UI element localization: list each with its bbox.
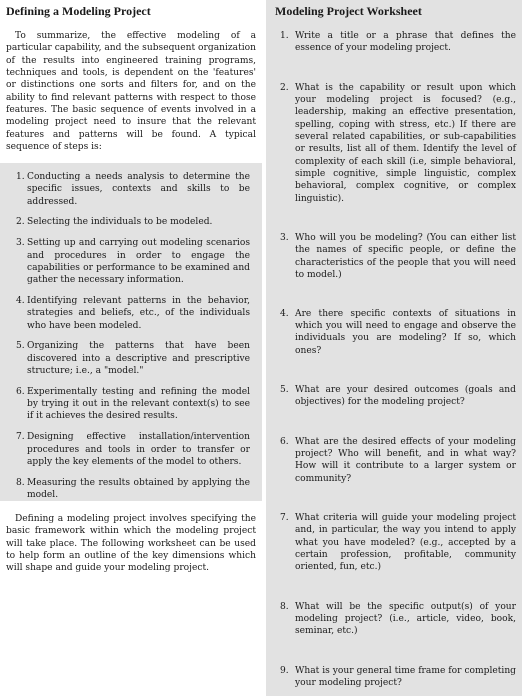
step-number: 2. bbox=[16, 217, 25, 228]
section-heading-worksheet: Modeling Project Worksheet bbox=[275, 4, 422, 18]
question-number: 1. bbox=[280, 31, 289, 41]
question-item bbox=[266, 308, 522, 357]
question-item bbox=[266, 82, 522, 205]
outro-paragraph: Defining a modeling project involves specifying the basic framework within which the modeling project will take place. The following worksheet can be used to help form an outline of the key dimensions which will shape and guide your modeling project. bbox=[6, 514, 256, 574]
question-item bbox=[266, 30, 522, 55]
question-number: 2. bbox=[280, 82, 289, 93]
step-text: Measuring the results obtained by applying the model. bbox=[27, 477, 250, 500]
step-item bbox=[0, 386, 262, 423]
step-number: 5. bbox=[16, 341, 25, 352]
step-text: Setting up and carrying out modeling scenarios and procedures in order to engage the capabilities or performance to be examined and gather the necessary information. bbox=[27, 238, 250, 286]
question-text: What is your general time frame for completing your modeling project? bbox=[295, 665, 516, 689]
question-number: 9. bbox=[280, 665, 289, 676]
question-text: Write a title or a phrase that defines the essence of your modeling project. bbox=[295, 31, 516, 54]
question-text: What are your desired outcomes (goals and objectives) for the modeling project? bbox=[295, 384, 516, 408]
step-text: Identifying relevant patterns in the behavior, strategies and beliefs, etc., of the individuals who have been modeled. bbox=[27, 295, 250, 331]
questions-list bbox=[266, 30, 522, 689]
step-item bbox=[0, 295, 262, 332]
question-text: What criteria will guide your modeling project and, in particular, the way you intend to apply what you have modeled? (e.g., accepted by a certain profession, profitable, community oriented, fun, etc.) bbox=[295, 512, 516, 573]
step-item bbox=[0, 216, 262, 228]
step-number: 4. bbox=[16, 295, 25, 306]
question-number: 8. bbox=[280, 601, 289, 612]
step-item bbox=[0, 171, 262, 208]
question-number: 7. bbox=[280, 512, 289, 523]
question-item bbox=[266, 232, 522, 281]
question-item bbox=[266, 384, 522, 409]
question-text: What are the desired effects of your modeling project? Who will benefit, and in what way? How will it contribute to a larger system or community? bbox=[295, 436, 516, 484]
step-item bbox=[0, 340, 262, 377]
step-number: 7. bbox=[16, 432, 25, 443]
step-number: 6. bbox=[16, 386, 25, 397]
step-text: Designing effective installation/intervention procedures and tools in order to transfer or apply the key elements of the model to others. bbox=[27, 432, 250, 467]
steps-box bbox=[0, 163, 262, 501]
step-item bbox=[0, 477, 262, 502]
step-text: Organizing the patterns that have been discovered into a descriptive and prescriptive structure; i.e., a "model." bbox=[27, 341, 250, 377]
step-item bbox=[0, 237, 262, 286]
question-text: What is the capability or result upon which your modeling project is focused? (e.g., leadership, making an effective presentation, spelling, coping with stress, etc.) If there are several related capabilities, or sub-capabilities or results, list all of them. Identify the level of complexity of each skill (i.e, simple behavioral, simple cognitive, simple linguistic, complex behavioral, complex cognitive, or complex linguistic). bbox=[295, 82, 516, 204]
question-text: Are there specific contexts of situations in which you will need to engage and observe the individuals you are modeling? If so, which ones? bbox=[295, 308, 516, 356]
question-item bbox=[266, 601, 522, 638]
question-number: 4. bbox=[280, 308, 289, 319]
step-number: 3. bbox=[16, 238, 25, 249]
steps-list bbox=[0, 171, 262, 510]
question-item bbox=[266, 436, 522, 485]
section-heading-defining: Defining a Modeling Project bbox=[6, 4, 151, 18]
worksheet-column bbox=[266, 0, 522, 696]
step-text: Experimentally testing and refining the model by trying it out in the relevant context(s) to see if it achieves the desired results. bbox=[27, 386, 250, 422]
intro-paragraph: To summarize, the effective modeling of a particular capability, and the subsequent organization of the results into engineered training programs, techniques and tools, is dependent on the 'features' or distinctions one sorts and filters for, and on the ability to find relevant patterns with respect to those features. The basic sequence of events involved in a modeling project need to insure that the relevant features and patterns will be found. A typical sequence of steps is: bbox=[6, 31, 256, 153]
step-text: Selecting the individuals to be modeled. bbox=[27, 217, 213, 228]
question-item bbox=[266, 665, 522, 690]
question-number: 6. bbox=[280, 436, 289, 447]
question-item bbox=[266, 512, 522, 574]
step-item bbox=[0, 431, 262, 468]
question-number: 3. bbox=[280, 233, 289, 244]
question-number: 5. bbox=[280, 384, 289, 395]
step-number: 1. bbox=[16, 172, 25, 182]
step-text: Conducting a needs analysis to determine the specific issues, contexts and skills to be addressed. bbox=[27, 172, 250, 207]
question-text: Who will you be modeling? (You can either list the names of specific people, or define the characteristics of the people that you will need to model.) bbox=[295, 233, 516, 281]
step-number: 8. bbox=[16, 477, 25, 488]
question-text: What will be the specific output(s) of your modeling project? (i.e., article, video, book, seminar, etc.) bbox=[295, 601, 516, 637]
